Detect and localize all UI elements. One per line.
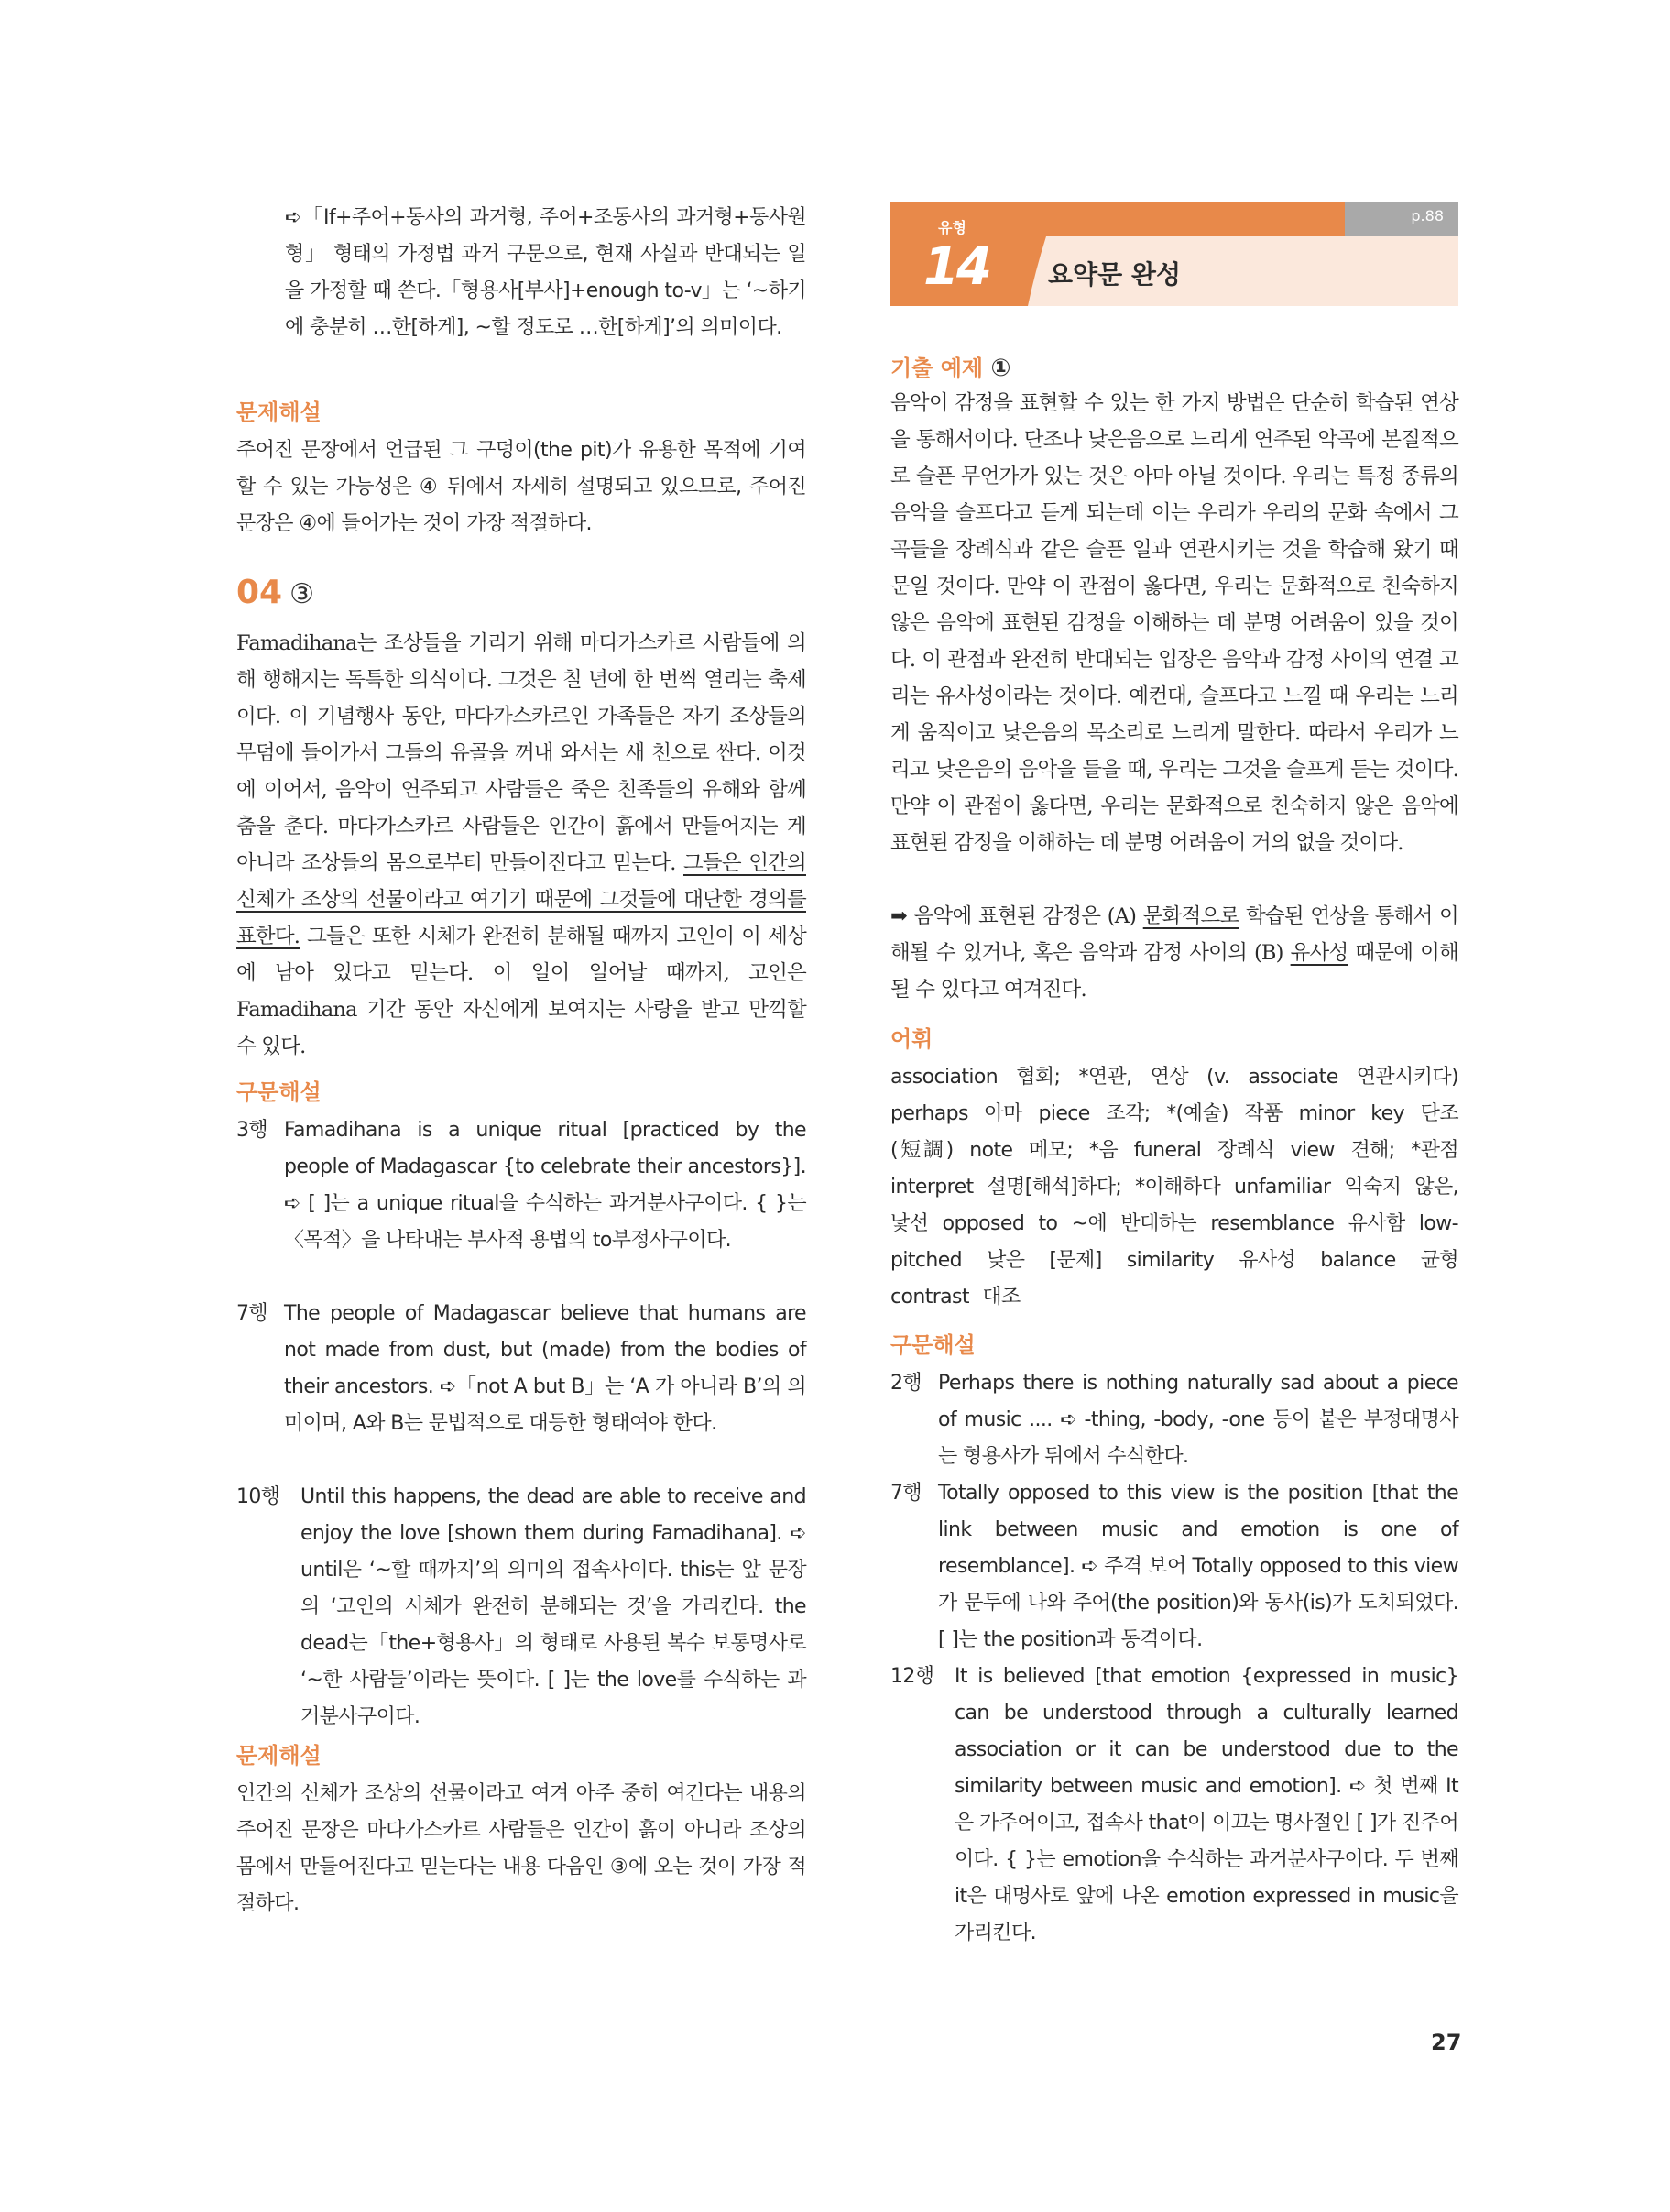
summary-text-b: 학습된 연상을 통해서 이해될 수 있거나, 혹은 음악과 감정 사이의 (B) <box>890 904 1458 965</box>
syntax-line-number: 3행 <box>236 1119 268 1142</box>
syntax-item <box>236 1112 806 1259</box>
problem-explanation: 주어진 문장에서 언급된 그 구덩이(the pit)가 유용한 목적에 기여할 수 있는 가능성은 ④ 뒤에서 자세히 설명되고 있으므로, 주어진 문장은 ④에 들어가는 것이 가장 적절하다. <box>236 439 806 535</box>
page-reference: p.88 <box>1411 207 1444 224</box>
translation-text: Famadihana는 조상들을 기리기 위해 마다가스카르 사람들에 의해 행해지는 독특한 의식이다. 그것은 칠 년에 한 번씩 열리는 축제이다. 이 기념행사 동안, 마다가스카르인 가족들은 자기 조상들의 무덤에 들어가서 그들의 유골을 꺼내 와서는 새 천으로 싼다. 이것에 이어서, 음악이 연주되고 사람들은 죽은 친족들의 유해와 함께 춤을 춘다. 마다가스카르 사람들은 인간이 흙에서 만들어지는 게 아니라 조상들의 몸으로부터 만들어진다고 믿는다. <box>236 631 806 875</box>
syntax-item <box>890 1475 1458 1659</box>
page-number: 27 <box>1431 2030 1462 2055</box>
question-number <box>236 573 314 615</box>
summary-text-c: 때문에 이해될 수 있다고 여겨진다. <box>890 941 1458 1002</box>
syntax-line-number: 12행 <box>890 1665 934 1688</box>
syntax-text: The people of Madagascar believe that humans are not made from dust, but (made) from the bodies of their ancestors. ➪「not A but B」는 ‘A 가 아니라 B’의 의미이며, A와 B는 문법적으로 대등한 형태여야 한다. <box>284 1302 806 1435</box>
syntax-item <box>236 1479 806 1736</box>
section-heading-problem-explanation: 문제해설 <box>236 400 322 425</box>
question-number-label: 04 <box>236 574 283 611</box>
example-answer: ① <box>990 355 1011 382</box>
summary-text-a: ➡ 음악에 표현된 감정은 (A) <box>890 904 1143 928</box>
syntax-text: Until this happens, the dead are able to receive and enjoy the love [shown them during Famadihana]. ➪ until은 ‘~할 때까지’의 의미의 접속사이다. this는 앞 문장의 ‘고인의 시체가 완전히 분해되는 것’을 가리킨다. the dead는「the+형용사」의 형태로 사용된 복수 보통명사로 ‘~한 사람들’이라는 뜻이다. [ ]는 the love를 수식하는 과거분사구이다. <box>300 1485 806 1728</box>
syntax-item <box>890 1659 1458 1952</box>
summary-sentence <box>890 898 1458 1008</box>
type-number: 14 <box>923 237 989 297</box>
section-heading-syntax-right: 구문해설 <box>890 1332 976 1358</box>
syntax-line-number: 7행 <box>890 1482 922 1505</box>
banner-page-ref-box <box>1345 202 1458 236</box>
syntax-line-number: 7행 <box>236 1302 268 1325</box>
syntax-line-number: 10행 <box>236 1485 280 1508</box>
grammar-note: ➪「If+주어+동사의 과거형, 주어+조동사의 과거형+동사원형」 형태의 가정법 과거 구문으로, 현재 사실과 반대되는 일을 가정할 때 쓴다.「형용사[부사]+enough to-v」는 ‘~하기에 충분히 …한[하게], ~할 정도로 …한[하게]’의 의미이다. <box>285 206 806 339</box>
syntax-text: Totally opposed to this view is the position [that the link between music and emotion is one of resemblance]. ➪ 주격 보어 Totally opposed to this view가 문두에 나와 주어(the position)와 동사(is)가 도치되었다. [ ]는 the position과 동격이다. <box>938 1482 1458 1651</box>
syntax-text: It is believed [that emotion {expressed in music} can be understood through a culturally learned association or it can be understood due to the similarity between music and emotion]. ➪ 첫 번째 It은 가주어이고, 접속사 that이 이끄는 명사절인 [ ]가 진주어이다. { }는 emotion을 수식하는 과거분사구이다. 두 번째 it은 대명사로 앞에 나온 emotion expressed in music을 가리킨다. <box>955 1665 1458 1944</box>
type-banner <box>890 202 1458 306</box>
question-answer: ③ <box>289 578 315 610</box>
summary-answer-a: 문화적으로 <box>1142 904 1239 928</box>
syntax-item <box>236 1296 806 1442</box>
summary-answer-b: 유사성 <box>1290 941 1348 965</box>
example-translation: 음악이 감정을 표현할 수 있는 한 가지 방법은 단순히 학습된 연상을 통해서이다. 단조나 낮은음으로 느리게 연주된 악곡에 본질적으로 슬픈 무언가가 있는 것은 아마 아닐 것이다. 우리는 특정 종류의 음악을 슬프다고 듣게 되는데 이는 우리가 우리의 문화 속에서 그 곡들을 장례식과 같은 슬픈 일과 연관시키는 것을 학습해 왔기 때문일 것이다. 만약 이 관점이 옳다면, 우리는 문화적으로 친숙하지 않은 음악에 표현된 감정을 이해하는 데 분명 어려움이 있을 것이다. 이 관점과 완전히 반대되는 입장은 음악과 감정 사이의 연결 고리는 유사성이라는 것이다. 예컨대, 슬프다고 느낄 때 우리는 느리게 움직이고 낮은음의 목소리로 느리게 말한다. 따라서 우리가 느리고 낮은음의 음악을 들을 때, 우리는 그것을 슬프게 듣는 것이다. 만약 이 관점이 옳다면, 우리는 문화적으로 친숙하지 않은 음악에 표현된 감정을 이해하는 데 분명 어려움이 거의 없을 것이다. <box>890 391 1458 855</box>
example-heading <box>890 354 1010 383</box>
syntax-line-number: 2행 <box>890 1372 922 1395</box>
section-heading-syntax: 구문해설 <box>236 1079 322 1105</box>
type-title: 요약문 완성 <box>1048 259 1181 290</box>
section-heading-problem-explanation-2: 문제해설 <box>236 1743 322 1769</box>
translation-text-continued: 그들은 또한 시체가 완전히 분해될 때까지 고인이 이 세상에 남아 있다고 믿는다. 이 일이 일어날 때까지, 고인은 Famadihana 기간 동안 자신에게 보여지는 사랑을 받고 만끽할 수 있다. <box>236 925 806 1058</box>
vocabulary-list: association 협회; *연관, 연상 (v. associate 연관시키다) perhaps 아마 piece 조각; *(예술) 작품 minor key 단조(短調) note 메모; *음 funeral 장례식 view 견해; *관점 interpret 설명[해석]하다; *이해하다 unfamiliar 익숙지 않은, 낯선 opposed to ~에 반대하는 resemblance 유사함 low-pitched 낮은 [문제] similarity 유사성 balance 균형 contrast 대조 <box>890 1066 1458 1309</box>
syntax-text: Perhaps there is nothing naturally sad about a piece of music .... ➪ -thing, -body, -one 등이 붙은 부정대명사는 형용사가 뒤에서 수식한다. <box>938 1372 1458 1468</box>
syntax-text: Famadihana is a unique ritual [practiced by the people of Madagascar {to celebrate their ancestors}]. ➪ [ ]는 a unique ritual을 수식하는 과거분사구이다. { }는 〈목적〉을 나타내는 부사적 용법의 to부정사구이다. <box>284 1119 806 1252</box>
translation-underlined-sentence: 그들은 인간의 신체가 조상의 선물이라고 여기기 때문에 그것들에 대단한 경의를 표한다. <box>236 851 806 948</box>
problem-explanation-2: 인간의 신체가 조상의 선물이라고 여겨 아주 중히 여긴다는 내용의 주어진 문장은 마다가스카르 사람들은 인간이 흙이 아니라 조상의 몸에서 만들어진다고 믿는다는 내용 다음인 ③에 오는 것이 가장 적절하다. <box>236 1782 806 1915</box>
syntax-item <box>890 1365 1458 1475</box>
example-heading-label: 기출 예제 <box>890 356 984 381</box>
translation-passage <box>236 625 806 1065</box>
section-heading-vocabulary: 어휘 <box>890 1026 933 1052</box>
banner-type-tab <box>890 202 1028 306</box>
type-label: 유형 <box>938 219 966 236</box>
